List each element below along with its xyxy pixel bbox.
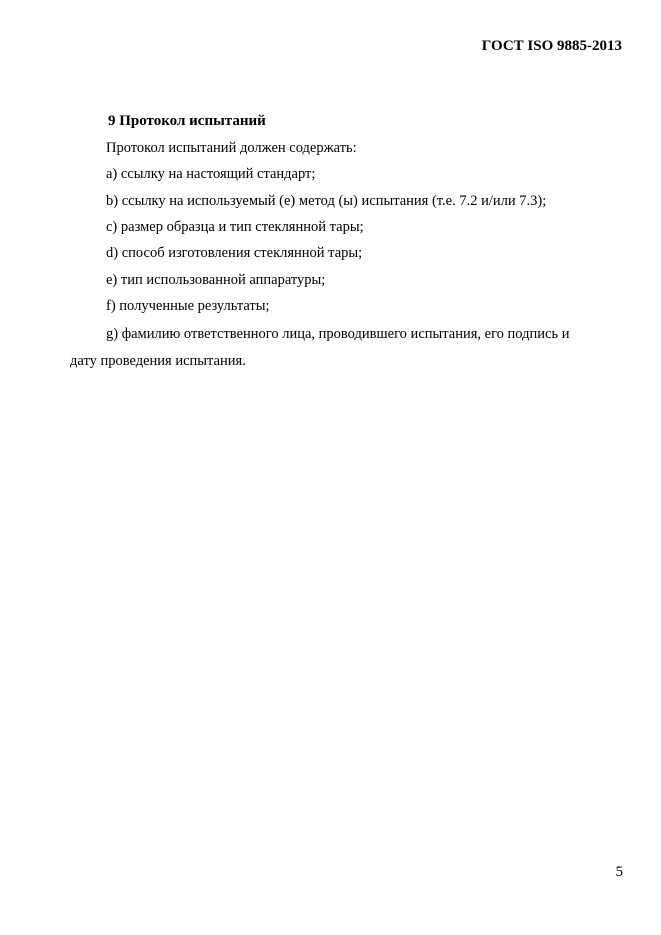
list-item-continuation: дату проведения испытания.	[70, 353, 246, 369]
list-item: a) ссылку на настоящий стандарт;	[106, 166, 316, 182]
intro-text: Протокол испытаний должен содержать:	[106, 140, 357, 156]
page-number: 5	[615, 864, 623, 880]
list-item: e) тип использованной аппаратуры;	[106, 272, 326, 288]
section-title: 9 Протокол испытаний	[108, 113, 266, 129]
list-item: d) способ изготовления стеклянной тары;	[106, 245, 363, 261]
list-item: c) размер образца и тип стеклянной тары;	[106, 219, 364, 235]
list-item: g) фамилию ответственного лица, проводившего испытания, его подпись и	[106, 326, 570, 342]
list-item: b) ссылку на используемый (е) метод (ы) испытания (т.е. 7.2 и/или 7.3);	[106, 193, 547, 209]
standard-code: ГОСТ ISO 9885-2013	[481, 38, 622, 54]
list-item: f) полученные результаты;	[106, 298, 270, 314]
